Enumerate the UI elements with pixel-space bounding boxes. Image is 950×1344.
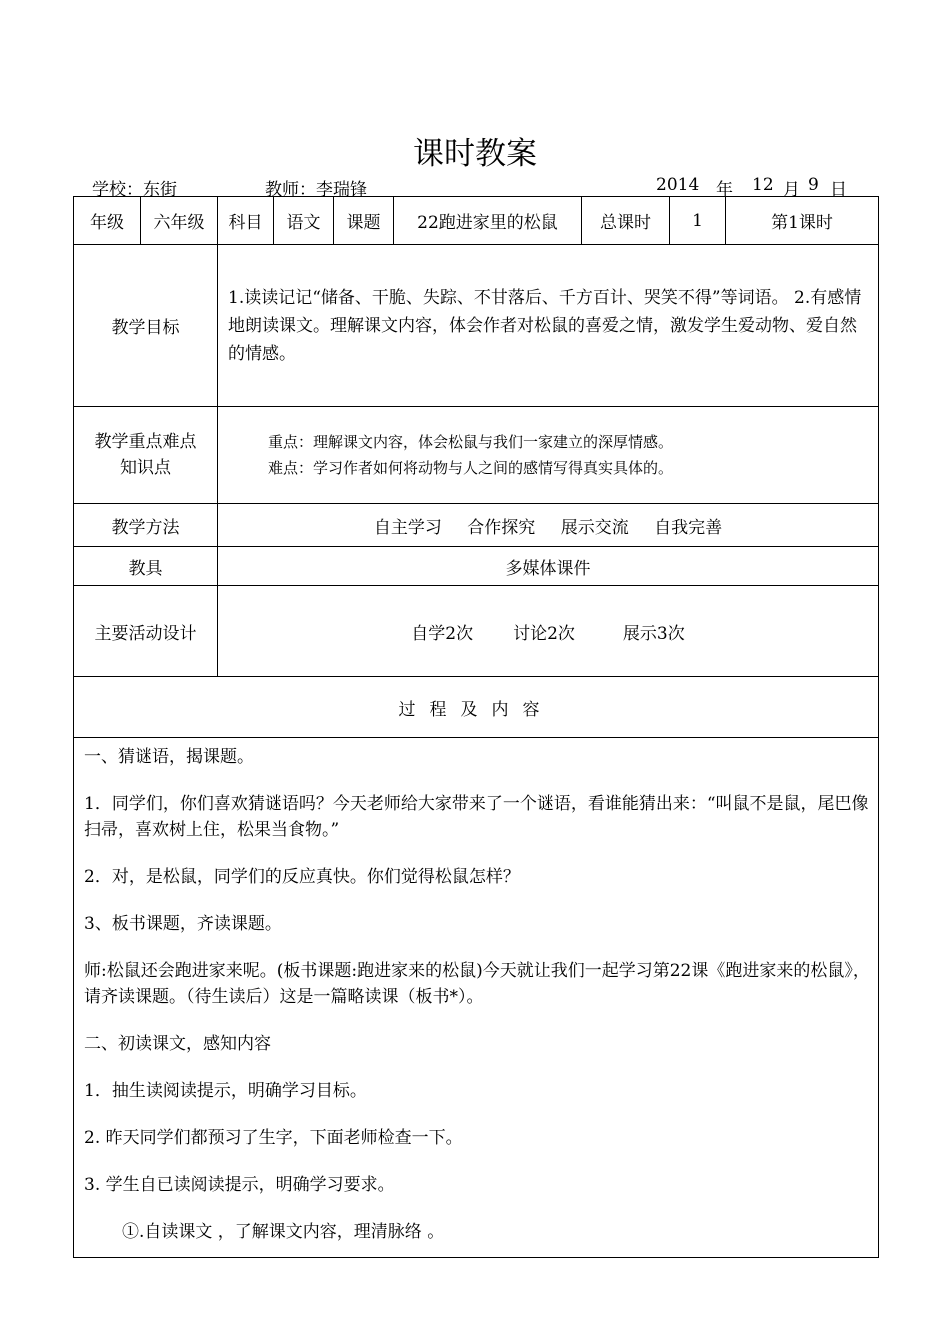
method-item: 合作探究	[467, 517, 536, 538]
date-day: 9	[808, 175, 819, 195]
goals-text: 1.读读记记“储备、干脆、失踪、不甘落后、千方百计、哭笑不得”等词语。 2.有感情地朗读课文。理解课文内容，体会作者对松鼠的喜爱之情，激发学生爱动物、爱自然的情感。	[218, 245, 879, 407]
method-item: 展示交流	[560, 517, 629, 538]
date-year-char: 年	[716, 180, 733, 200]
content-paragraph: 二、初读课文，感知内容	[84, 1034, 271, 1054]
process-heading-row	[74, 677, 879, 738]
info-row	[74, 197, 879, 245]
content-paragraph: 2. 昨天同学们都预习了生字，下面老师检查一下。	[84, 1128, 463, 1148]
total-lessons-label: 总课时	[582, 197, 670, 245]
subject-value: 语文	[274, 197, 334, 245]
content-paragraph: 2．对，是松鼠，同学们的反应真快。你们觉得松鼠怎样？	[84, 867, 520, 887]
methods-label: 教学方法	[74, 504, 218, 547]
activities-label: 主要活动设计	[74, 586, 218, 677]
lesson-number: 第1课时	[726, 197, 879, 245]
content-paragraph: 3、板书课题，齐读课题。	[84, 914, 282, 934]
content-row	[74, 738, 879, 1258]
grade-value: 六年级	[141, 197, 218, 245]
lesson-content	[74, 738, 879, 1258]
content-paragraph: 3. 学生自已读阅读提示，明确学习要求。	[84, 1175, 395, 1195]
date-month-char: 月	[783, 180, 800, 200]
tools-value: 多媒体课件	[218, 547, 879, 586]
topic-value: 22跑进家里的松鼠	[394, 197, 582, 245]
tools-label: 教具	[74, 547, 218, 586]
method-item: 自主学习	[373, 517, 442, 538]
activity-item: 讨论2次	[513, 623, 575, 644]
goals-row	[74, 245, 879, 407]
activity-item: 展示3次	[622, 623, 685, 644]
subject-label: 科目	[218, 197, 274, 245]
content-paragraph: ①.自读课文 ，了解课文内容，理清脉络 。	[122, 1222, 445, 1242]
date-year: 2014	[656, 175, 700, 195]
content-paragraph: 1．抽生读阅读提示，明确学习目标。	[84, 1081, 367, 1101]
method-item: 自我完善	[654, 517, 723, 538]
content-paragraph: 1．同学们，你们喜欢猜谜语吗？今天老师给大家带来了一个谜语，看谁能猜出来：“叫鼠不是鼠，尾巴像扫帚，喜欢树上住，松果当食物。”	[84, 794, 869, 840]
activity-item: 自学2次	[411, 623, 474, 644]
date-day-char: 日	[830, 180, 847, 200]
lesson-plan-table	[73, 196, 879, 1258]
activities-list	[218, 586, 879, 677]
key-points-row	[74, 407, 879, 504]
key-points-label-line1: 教学重点难点	[94, 432, 197, 452]
school-field: 学校：东街	[92, 180, 177, 200]
process-heading: 过程及内容	[74, 677, 879, 738]
date-month: 12	[752, 175, 774, 195]
focus-text: 重点：理解课文内容，体会松鼠与我们一家建立的深厚情感。	[268, 433, 674, 451]
page-title: 课时教案	[413, 136, 537, 172]
difficulty-text: 难点：学习作者如何将动物与人之间的感情写得真实具体的。	[268, 459, 674, 477]
teacher-field: 教师：李瑞锋	[265, 180, 367, 200]
topic-label: 课题	[334, 197, 394, 245]
key-points-label-line2: 知识点	[120, 458, 171, 478]
key-points-label	[74, 407, 218, 504]
methods-row	[74, 504, 879, 547]
content-paragraph: 师:松鼠还会跑进家来呢。(板书课题:跑进家来的松鼠)今天就让我们一起学习第22课《跑进家来的松鼠》，请齐读课题。（待生读后）这是一篇略读课（板书*）。	[84, 961, 870, 1007]
content-paragraph: 一、猜谜语，揭课题。	[84, 747, 254, 767]
activities-row	[74, 586, 879, 677]
tools-row	[74, 547, 879, 586]
grade-label: 年级	[74, 197, 141, 245]
goals-label: 教学目标	[74, 245, 218, 407]
methods-list	[218, 504, 879, 547]
key-points-text	[218, 407, 879, 504]
total-lessons-value: 1	[670, 197, 726, 245]
